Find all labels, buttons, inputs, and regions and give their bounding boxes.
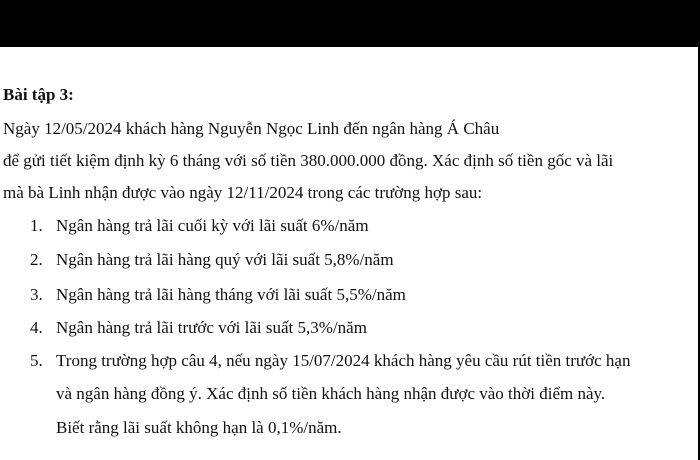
list-item-5 (30, 351, 630, 371)
list-item-text: Trong trường hợp câu 4, nếu ngày 15/07/2024 khách hàng yêu cầu rút tiền trước hạn (56, 351, 631, 370)
document-page (0, 47, 698, 460)
list-item-text: Ngân hàng trả lãi hàng quý với lãi suất 5,8%/năm (56, 250, 394, 269)
paragraph-line-1: Ngày 12/05/2024 khách hàng Nguyễn Ngọc Linh đến ngân hàng Á Châu (3, 119, 500, 138)
list-item-number: 5. (30, 351, 43, 370)
list-item-5-continuation-1: và ngân hàng đồng ý. Xác định số tiền khách hàng nhận được vào thời điểm này. (56, 384, 606, 403)
paragraph-line-2: để gửi tiết kiệm định kỳ 6 tháng với số tiền 380.000.000 đồng. Xác định số tiền gốc và lãi (3, 151, 614, 170)
list-item-number: 4. (30, 318, 43, 337)
exercise-title: Bài tập 3: (3, 85, 74, 104)
list-item-text: Ngân hàng trả lãi cuối kỳ với lãi suất 6%/năm (56, 216, 369, 235)
list-item-5-continuation-2: Biết rằng lãi suất không hạn là 0,1%/năm. (56, 418, 342, 437)
list-item-2 (30, 250, 394, 270)
list-item-text: Ngân hàng trả lãi hàng tháng với lãi suất 5,5%/năm (56, 285, 406, 304)
paragraph-line-3: mà bà Linh nhận được vào ngày 12/11/2024 trong các trường hợp sau: (3, 183, 483, 202)
list-item-number: 2. (30, 250, 43, 269)
list-item-3 (30, 285, 406, 305)
list-item-text: Ngân hàng trả lãi trước với lãi suất 5,3%/năm (56, 318, 367, 337)
list-item-4 (30, 318, 367, 338)
list-item-number: 3. (30, 285, 43, 304)
list-item-1 (30, 216, 369, 236)
top-black-bar (0, 0, 700, 47)
list-item-number: 1. (30, 216, 43, 235)
